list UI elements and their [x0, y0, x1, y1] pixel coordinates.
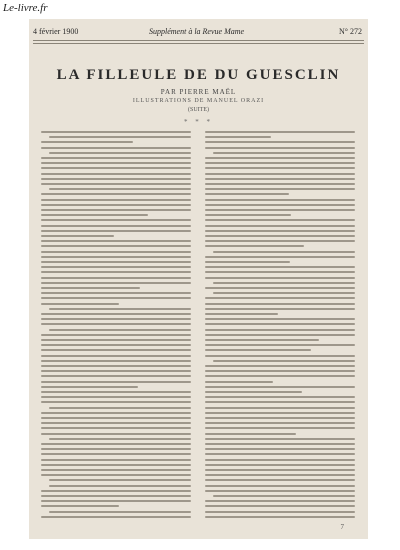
- text-line: [41, 391, 191, 393]
- text-line: [205, 240, 355, 242]
- text-line: [41, 214, 148, 216]
- text-line: [205, 516, 355, 518]
- text-line: [41, 500, 191, 502]
- text-line: [205, 443, 355, 445]
- text-line: [41, 240, 191, 242]
- text-line: [41, 219, 191, 221]
- text-line: [41, 292, 191, 294]
- text-line: [205, 266, 355, 268]
- text-line: [205, 386, 355, 388]
- text-line: [49, 329, 191, 331]
- text-line: [49, 188, 191, 190]
- text-line: [49, 485, 191, 487]
- text-line: [205, 225, 355, 227]
- text-line: [205, 479, 355, 481]
- text-line: [205, 344, 355, 346]
- text-line: [41, 355, 191, 357]
- text-line: [205, 349, 311, 351]
- text-line: [41, 162, 191, 164]
- text-line: [41, 323, 191, 325]
- text-line: [205, 261, 290, 263]
- page-folio: 7: [340, 523, 344, 531]
- text-line: [41, 360, 191, 362]
- text-line: [205, 407, 355, 409]
- text-line: [205, 485, 355, 487]
- text-line: [205, 287, 355, 289]
- text-line: [205, 313, 278, 315]
- scanned-page: [29, 19, 368, 539]
- text-line: [205, 355, 355, 357]
- text-line: [205, 370, 355, 372]
- text-line: [205, 214, 291, 216]
- text-line: [205, 427, 355, 429]
- text-line: [49, 136, 191, 138]
- text-line: [205, 209, 355, 211]
- text-line: [213, 292, 355, 294]
- text-line: [41, 495, 191, 497]
- text-line: [41, 339, 191, 341]
- text-line: [41, 141, 133, 143]
- text-line: [205, 308, 355, 310]
- text-line: [41, 271, 191, 273]
- text-line: [41, 412, 191, 414]
- text-line: [41, 173, 191, 175]
- text-line: [41, 401, 191, 403]
- text-line: [205, 323, 355, 325]
- text-line: [41, 245, 191, 247]
- text-line: [41, 349, 191, 351]
- text-line: [41, 396, 191, 398]
- text-line: [213, 282, 355, 284]
- text-line: [205, 505, 355, 507]
- text-line: [41, 199, 191, 201]
- text-line: [41, 209, 191, 211]
- text-line: [41, 318, 191, 320]
- text-line: [205, 204, 355, 206]
- article-byline: PAR PIERRE MAËL: [160, 88, 237, 96]
- text-line: [205, 453, 355, 455]
- text-line: [205, 464, 355, 466]
- text-line: [41, 313, 191, 315]
- text-line: [41, 282, 191, 284]
- text-line: [41, 381, 191, 383]
- text-line: [205, 500, 355, 502]
- text-line: [41, 443, 191, 445]
- text-line: [205, 417, 355, 419]
- illustrations-credit: ILLUSTRATIONS DE MANUEL ORAZI: [132, 98, 265, 104]
- text-line: [41, 365, 191, 367]
- text-line: [205, 178, 355, 180]
- text-line: [205, 183, 355, 185]
- text-line: [205, 459, 355, 461]
- text-line: [41, 433, 191, 435]
- issue-number: N° 272: [339, 27, 362, 36]
- text-line: [49, 308, 191, 310]
- text-line: [41, 469, 191, 471]
- text-line: [41, 266, 191, 268]
- text-line: [41, 422, 191, 424]
- text-line: [41, 225, 191, 227]
- issue-date: 4 février 1900: [33, 27, 79, 36]
- header-rule-double: [33, 43, 364, 44]
- text-line: [41, 235, 114, 237]
- text-line: [41, 277, 191, 279]
- text-line: [41, 287, 140, 289]
- text-line: [41, 131, 191, 133]
- text-line: [49, 479, 191, 481]
- text-line: [205, 334, 355, 336]
- text-line: [41, 183, 191, 185]
- text-line: [205, 230, 355, 232]
- text-line: [41, 204, 191, 206]
- text-line: [205, 245, 304, 247]
- text-line: [205, 375, 355, 377]
- text-line: [41, 490, 191, 492]
- text-line: [205, 297, 355, 299]
- text-line: [213, 495, 355, 497]
- text-line: [41, 261, 191, 263]
- text-column-left: [41, 131, 191, 526]
- section-separator: * * *: [184, 118, 213, 126]
- text-line: [205, 339, 319, 341]
- text-line: [205, 157, 355, 159]
- text-line: [205, 136, 271, 138]
- text-line: [205, 422, 355, 424]
- text-line: [205, 329, 355, 331]
- text-line: [205, 448, 355, 450]
- text-line: [205, 438, 355, 440]
- text-line: [49, 152, 191, 154]
- text-line: [205, 193, 289, 195]
- text-line: [205, 511, 355, 513]
- text-line: [205, 391, 302, 393]
- text-line: [41, 386, 138, 388]
- supplement-title: Supplément à la Revue Mame: [149, 27, 245, 36]
- text-line: [205, 469, 355, 471]
- text-line: [205, 490, 355, 492]
- text-line: [205, 256, 355, 258]
- text-line: [213, 251, 355, 253]
- text-line: [205, 167, 355, 169]
- site-watermark-label: Le-livre.fr: [3, 2, 48, 14]
- text-line: [205, 303, 355, 305]
- text-line: [41, 453, 191, 455]
- text-line: [205, 318, 355, 320]
- text-line: [49, 438, 191, 440]
- text-line: [41, 459, 191, 461]
- text-line: [205, 271, 355, 273]
- text-line: [41, 448, 191, 450]
- text-line: [205, 277, 355, 279]
- text-line: [41, 334, 191, 336]
- text-line: [205, 235, 355, 237]
- text-line: [41, 370, 191, 372]
- text-line: [205, 433, 296, 435]
- text-line: [41, 167, 191, 169]
- text-line: [41, 344, 191, 346]
- text-line: [49, 407, 191, 409]
- text-line: [205, 131, 355, 133]
- article-part-label: (SUITE): [188, 107, 209, 113]
- text-line: [205, 381, 273, 383]
- text-line: [41, 427, 191, 429]
- text-line: [49, 511, 191, 513]
- text-line: [205, 162, 355, 164]
- text-column-right: [205, 131, 355, 526]
- text-line: [41, 256, 191, 258]
- text-line: [205, 141, 355, 143]
- text-line: [205, 173, 355, 175]
- text-line: [41, 193, 191, 195]
- text-line: [41, 417, 191, 419]
- header-rule: [33, 40, 364, 41]
- text-line: [41, 147, 191, 149]
- text-line: [205, 401, 355, 403]
- text-line: [205, 219, 355, 221]
- text-line: [41, 516, 191, 518]
- text-line: [41, 157, 191, 159]
- article-title: LA FILLEULE DE DU GUESCLIN: [56, 67, 341, 83]
- text-line: [205, 396, 355, 398]
- text-line: [41, 375, 191, 377]
- text-line: [41, 297, 191, 299]
- text-line: [41, 251, 191, 253]
- text-line: [205, 474, 355, 476]
- text-line: [205, 199, 355, 201]
- text-line: [205, 188, 355, 190]
- text-line: [41, 474, 191, 476]
- text-line: [41, 178, 191, 180]
- text-line: [205, 365, 355, 367]
- text-line: [213, 152, 355, 154]
- text-line: [205, 147, 355, 149]
- text-line: [41, 464, 191, 466]
- text-line: [41, 505, 119, 507]
- text-line: [41, 303, 119, 305]
- text-line: [41, 230, 191, 232]
- text-line: [213, 360, 355, 362]
- text-line: [205, 412, 355, 414]
